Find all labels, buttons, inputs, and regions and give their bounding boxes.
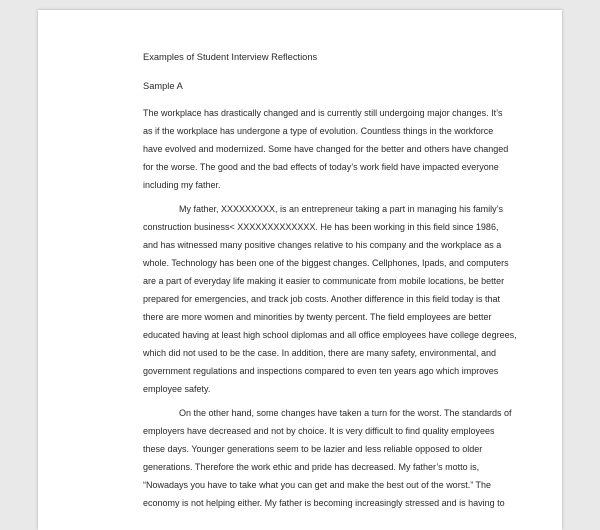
text-line: including my father. [143, 180, 221, 190]
text-line: whole. Technology has been one of the biggest changes. Cellphones, Ipads, and computers [143, 258, 509, 268]
paragraph-1 [143, 104, 509, 194]
text-line: these days. Younger generations seem to be lazier and less reliable opposed to older [143, 444, 483, 454]
text-line: “Nowadays you have to take what you can get and make the best out of the worst.” The [143, 480, 492, 490]
document-body [143, 48, 517, 512]
text-line: generations. Therefore the work ethic and pride has decreased. My father’s motto is, [143, 462, 480, 472]
text-line: government regulations and inspections compared to even ten years ago which improves [143, 366, 499, 376]
text-line: prepared for emergencies, and track job costs. Another difference in this field today is that [143, 294, 501, 304]
text-line: as if the workplace has undergone a type of evolution. Countless things in the workforce [143, 126, 494, 136]
text-line: employee safety. [143, 384, 211, 394]
text-line: educated having at least high school diplomas and all office employees have college degrees, [143, 330, 517, 340]
text-line: construction business< XXXXXXXXXXXXX. He has been working in this field since 1986, [143, 222, 499, 232]
document-page [38, 10, 562, 530]
text-line: for the worse. The good and the bad effects of today’s work field have impacted everyone [143, 162, 499, 172]
text-line: The workplace has drastically changed and is currently still undergoing major changes. It’s [143, 108, 503, 118]
text-line: are a part of everyday life making it easier to communicate from mobile locations, be better [143, 276, 505, 286]
document-title: Examples of Student Interview Reflections [143, 52, 318, 62]
paragraph-2 [143, 200, 517, 398]
text-line: have evolved and modernized. Some have changed for the better and others have changed [143, 144, 509, 154]
text-line: economy is not helping either. My father is becoming increasingly stressed and is having to [143, 498, 505, 508]
paragraph-3 [143, 404, 512, 512]
text-line: there are more women and minorities by twenty percent. The field employees are better [143, 312, 492, 322]
text-line: which did not used to be the case. In addition, there are many safety, environmental, and [143, 348, 497, 358]
text-line: My father, XXXXXXXXX, is an entrepreneur taking a part in managing his family’s [179, 204, 503, 214]
text-line: On the other hand, some changes have taken a turn for the worst. The standards of [179, 408, 512, 418]
text-line: employers have decreased and not by choice. It is very difficult to find quality employees [143, 426, 495, 436]
text-line: and has witnessed many positive changes relative to his company and the workplace as a [143, 240, 502, 250]
sample-label: Sample A [143, 81, 183, 91]
